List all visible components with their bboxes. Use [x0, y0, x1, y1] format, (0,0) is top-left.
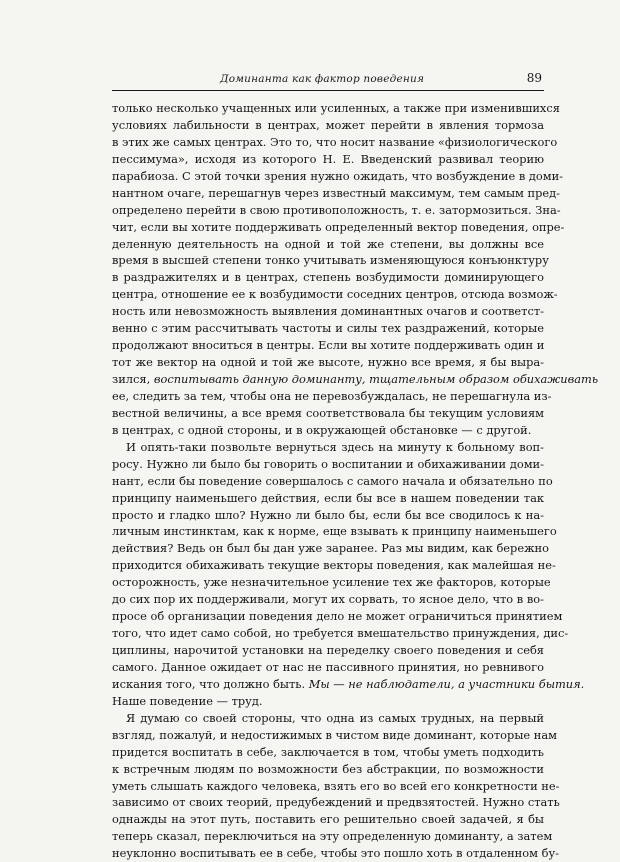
emphasis-text: воспитывать данную доминанту, тщательным образом обихаживать: [153, 372, 599, 386]
text-line: личным инстинктам, как к норме, еще взывать к принципу наименьшего: [112, 524, 557, 539]
text-line: пессимума», исходя из которого Н. Е. Введенский развивал теорию: [112, 151, 544, 166]
text-line: условиях лабильности в центрах, может перейти в явления тормоза: [112, 117, 544, 132]
emphasis-text: Мы — не наблюдатели, а участники бытия.: [308, 676, 585, 691]
text-line: придется воспитать в себе, заключается в том, чтобы уметь подходить: [112, 744, 544, 759]
text-line: приходится обихаживать текущие векторы поведения, как малейшая не-: [112, 558, 556, 573]
body-text: [112, 100, 599, 862]
text-line: тот же вектор на одной и той же высоте, нужно все время, я бы выра-: [112, 355, 544, 370]
text-line: только несколько учащенных или усиленных, а также при изменившихся: [112, 101, 560, 115]
text-line: просе об организации поведения дело не может ограничиться принятием: [112, 609, 563, 624]
text-line: неуклонно воспитывать ее в себе, чтобы это пошло хоть в отдаленном бу-: [112, 846, 559, 861]
text-line: теперь сказал, переключиться на эту определенную доминанту, а затем: [112, 829, 553, 844]
paragraph-3: [112, 710, 560, 862]
text-line: в центрах, с одной стороны, и в окружающей обстановке — с другой.: [112, 422, 532, 437]
text-line: парабиоза. С этой точки зрения нужно ожидать, что возбуждение в доми-: [112, 168, 564, 183]
text-line-with-emphasis: [112, 676, 585, 693]
text-line: деленную деятельность на одной и той же степени, вы должны все: [112, 236, 544, 251]
text-line: Наше поведение — труд.: [112, 693, 263, 708]
text-segment: искания того, что должно быть.: [112, 676, 309, 691]
text-line: действия? Ведь он был бы дан уже заранее. Раз мы видим, как бережно: [112, 541, 550, 556]
text-line: принципу наименьшего действия, если бы все в нашем поведении так: [112, 490, 544, 505]
text-line: просто и гладко шло? Нужно ли было бы, если бы все сводилось к на-: [112, 507, 544, 522]
text-line: венно с этим рассчитывать частоты и силы тех раздражений, которые: [112, 321, 544, 336]
text-line: И опять-таки позвольте вернуться здесь на минуту к больному воп-: [126, 439, 544, 454]
text-line: взгляд, пожалуй, и недостижимых в чистом виде доминант, которые нам: [112, 727, 557, 742]
text-line: того, что идет само собой, но требуется вмешательство принуждения, дис-: [112, 626, 569, 641]
text-line: центра, отношение ее к возбудимости соседних центров, отсюда возмож-: [112, 287, 558, 302]
text-line: Я думаю со своей стороны, что одна из самых трудных, на первый: [126, 710, 544, 725]
text-line: нантном очаге, перешагнув через известный максимум, тем самым пред-: [112, 185, 561, 200]
text-line: зависимо от своих теорий, предубеждений и предвзятостей. Нужно стать: [112, 795, 560, 810]
text-line: в раздражителях и в центрах, степень возбудимости доминирующего: [112, 270, 544, 285]
text-line: до сих пор их поддерживали, могут их сорвать, то ясное дело, что в во-: [112, 592, 544, 607]
text-line: ее, следить за тем, чтобы она не перевозбуждалась, не перешагнула из-: [112, 388, 552, 403]
text-line: самого. Данное ожидает от нас не пассивного принятия, но ревнивого: [112, 659, 544, 674]
text-line: чит, если вы хотите поддерживать определенный вектор поведения, опре-: [112, 219, 565, 234]
text-line: нант, если бы поведение совершалось с самого начала и обязательно по: [112, 473, 553, 488]
text-line: вестной величины, а все время соответствовала бы текущим условиям: [112, 405, 544, 420]
page-number: 89: [526, 71, 542, 85]
text-line: в этих же самых центрах. Это то, что носит название «физиологического: [112, 134, 558, 149]
text-line: уметь слышать каждого человека, взять его во всей его конкретности не-: [112, 778, 560, 793]
paragraph-2: [112, 439, 585, 710]
text-line: ность или невозможность выявления доминантных очагов и соответст-: [112, 304, 544, 319]
text-line: росу. Нужно ли было бы говорить о воспитании и обихаживании доми-: [112, 456, 544, 471]
text-line: циплины, нарочитой установки на переделку своего поведения и себя: [112, 643, 544, 657]
text-segment: зился,: [112, 372, 154, 386]
text-line: определено перейти в свою противоположность, т. е. затормозиться. Зна-: [112, 202, 561, 217]
running-title: Доминанта как фактор поведения: [220, 73, 425, 85]
text-line: однажды на этот путь, поставить его решительно своей задачей, я бы: [112, 812, 544, 827]
text-line: осторожность, уже незначительное усиление тех же факторов, которые: [112, 575, 551, 590]
text-line: время в высшей степени тонко учитывать изменяющуюся конъюнктуру: [112, 253, 549, 268]
text-line-with-emphasis: [112, 371, 599, 388]
text-line: продолжают вноситься в центры. Если вы хотите поддерживать один и: [112, 338, 545, 353]
text-line: к встречным людям по возможности без абстракции, по возможности: [112, 761, 544, 776]
paragraph-1: [112, 100, 599, 439]
page-header: [112, 72, 544, 91]
